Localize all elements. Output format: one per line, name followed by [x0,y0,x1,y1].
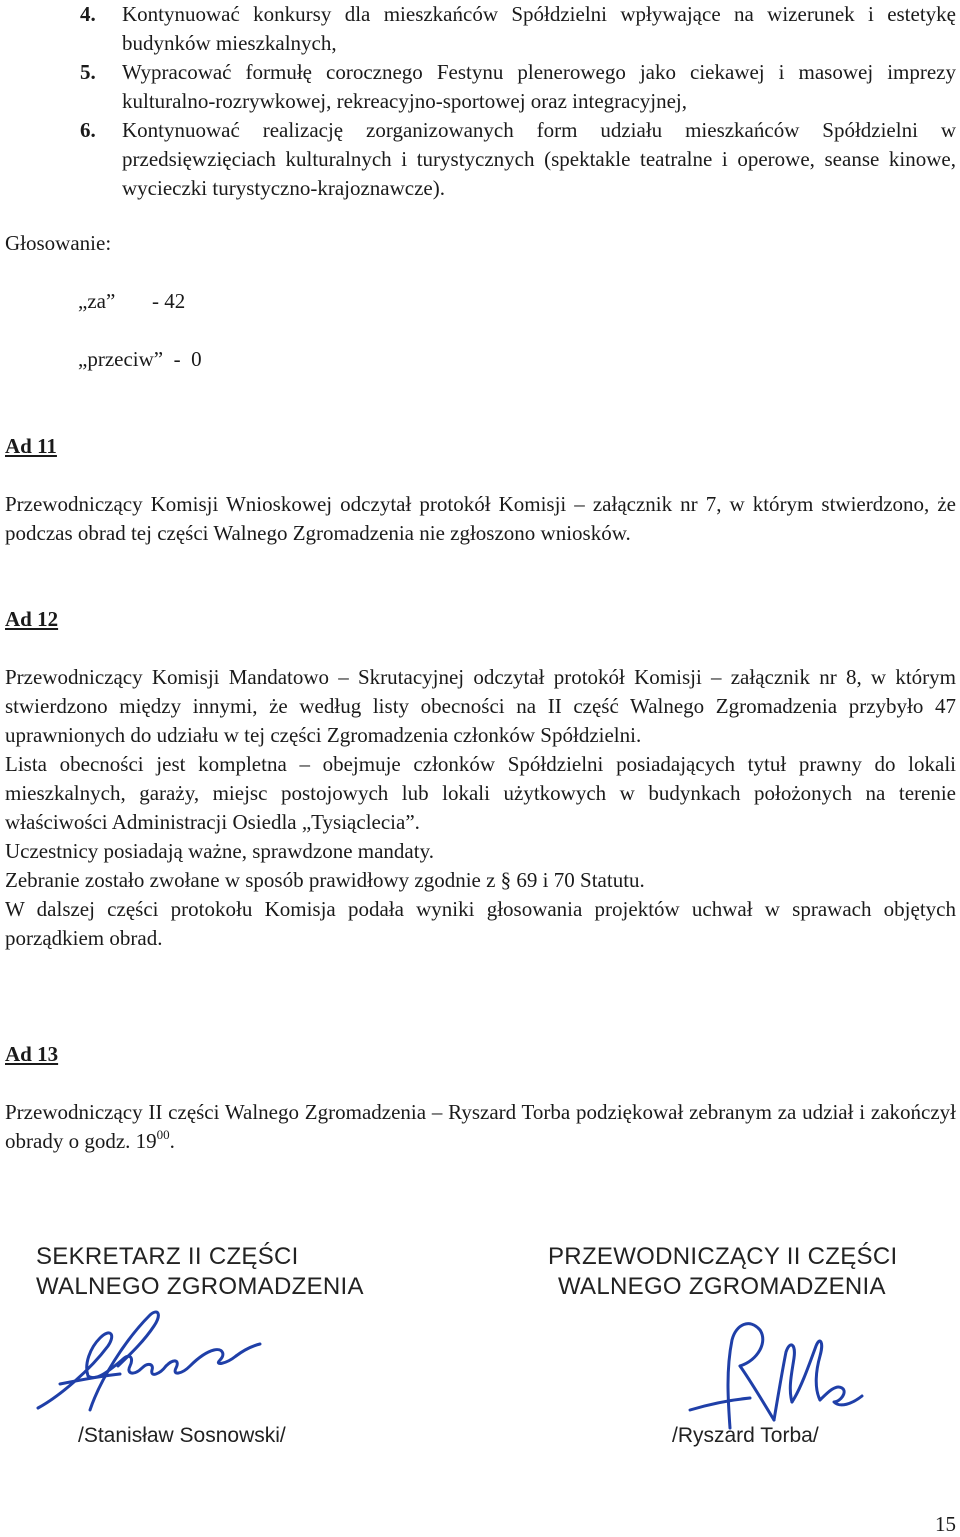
voting-label: Głosowanie: [5,231,112,255]
list-item-text: Kontynuować konkursy dla mieszkańców Spółdzielni wpływające na wizerunek i estetykę budynków mieszkalnych, [122,2,956,55]
paragraph: W dalszej części protokołu Komisja podała wyniki głosowania projektów uchwał w sprawach objętych porządkiem obrad. [5,897,956,950]
stamp-line: PRZEWODNICZĄCY II CZĘŚCI [548,1243,898,1270]
section-heading-ad13: Ad 13 [5,1042,59,1066]
chairman-signature [670,1310,890,1435]
list-item-number: 4. [80,2,96,26]
list-item-text: Wypracować formułę corocznego Festynu plenerowego jako ciekawej i masowej imprezy kulturalno-rozrywkowej, rekreacyjno-sportowej oraz integracyjnej, [122,60,956,113]
list-item [80,58,956,116]
secretary-name: /Stanisław Sosnowski/ [78,1424,286,1447]
paragraph: Zebranie zostało zwołane w sposób prawidłowy zgodnie z § 69 i 70 Statutu. [5,868,645,892]
section-text-ad13 [5,1098,956,1156]
list-item [80,116,956,203]
list-item [80,0,956,58]
secretary-stamp [36,1242,364,1302]
section-heading-ad11: Ad 11 [5,434,57,458]
paragraph: Przewodniczący Komisji Wnioskowej odczytał protokół Komisji – załącznik nr 7, w którym stwierdzono, że podczas obrad tej części Walnego Zgromadzenia nie zgłoszono wniosków. [5,492,956,545]
list-item-number: 5. [80,60,96,84]
stamp-line: WALNEGO ZGROMADZENIA [36,1273,364,1300]
paragraph: Uczestnicy posiadają ważne, sprawdzone mandaty. [5,839,434,863]
section-text-ad12 [5,663,956,953]
vote-against: „przeciw” - 0 [78,347,202,371]
closing-text: Przewodniczący II części Walnego Zgromadzenia – Ryszard Torba podziękował zebranym za udział i zakończył obrady o godz. 19 [5,1100,956,1153]
stamp-line: WALNEGO ZGROMADZENIA [558,1273,886,1300]
section-heading-ad12: Ad 12 [5,607,59,631]
resolution-list [80,0,956,203]
list-item-text: Kontynuować realizację zorganizowanych form udziału mieszkańców Spółdzielni w przedsięwzięciach kulturalnych i turystycznych (spektakle teatralne i operowe, seanse kinowe, wycieczki turystyczno-krajoznawcze). [122,118,956,200]
paragraph: Lista obecności jest kompletna – obejmuje członków Spółdzielni posiadających tytuł prawny do lokali mieszkalnych, garaży, miejsc postojowych lub lokali użytkowych w budynkach położonych na terenie właściwości Administracji Osiedla „Tysiąclecia”. [5,752,956,834]
time-superscript: 00 [156,1127,170,1142]
secretary-signature [30,1300,290,1420]
section-text-ad11 [5,490,956,548]
closing-period: . [169,1129,175,1153]
stamp-line: SEKRETARZ II CZĘŚCI [36,1243,299,1270]
paragraph: Przewodniczący Komisji Mandatowo – Skrutacyjnej odczytał protokół Komisji – załącznik nr 8, w którym stwierdzono między innymi, że według listy obecności na II część Walnego Zgromadzenia przybyło 47 uprawnionych do udziału w tej części Zgromadzenia członków Spółdzielni. [5,665,956,747]
page-number: 15 [935,1512,956,1536]
chairman-name: /Ryszard Torba/ [672,1424,819,1447]
vote-for: „za” - 42 [78,289,186,313]
chairman-stamp [548,1242,897,1302]
paragraph [5,1098,956,1156]
list-item-number: 6. [80,118,96,142]
